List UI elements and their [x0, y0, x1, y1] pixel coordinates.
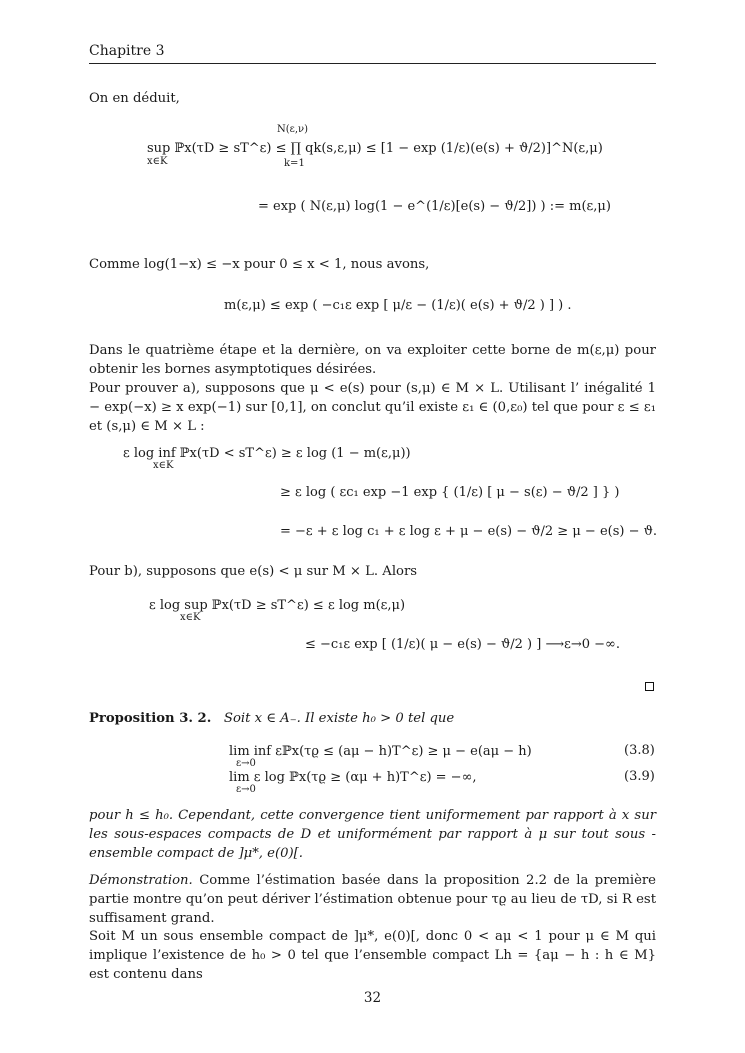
sup-subscript: x∈K [147, 156, 168, 167]
qed-square [645, 682, 654, 691]
equation-sup-line2: ≤ −c₁ε exp [ (1/ε)( μ − e(s) − ϑ/2 ) ] ⟶ε→0 −∞. [305, 637, 620, 652]
proof-title: Démonstration. [89, 873, 193, 888]
paragraph-intro: On en déduit, [89, 91, 180, 106]
proposition-text: Soit x ∈ A₋. Il existe h₀ > 0 tel que [223, 711, 455, 726]
proposition-statement [89, 709, 656, 728]
proof-text: Comme l’éstimation basée dans la proposition 2.2 de la première partie montre qu’on peut dériver l’éstimation obtenue pour τϱ au lieu de τD, si R est suffisament grand. [89, 873, 656, 926]
equation-sup-bound: sup ℙx(τD ≥ sT^ε) ≤ ∏ qk(s,ε,μ) ≤ [1 − exp (1/ε)(e(s) + ϑ/2)]^N(ε,μ) [147, 141, 603, 156]
running-header: Chapitre 3 [89, 43, 656, 64]
equation-inf-line1: ε log inf ℙx(τD < sT^ε) ≥ ε log (1 − m(ε,μ)) [123, 446, 411, 461]
lim-subscript: ε→0 [236, 784, 256, 795]
paragraph-log-inequality: Comme log(1−x) ≤ −x pour 0 ≤ x < 1, nous avons, [89, 257, 430, 272]
paragraph-compact-set: Soit M un sous ensemble compact de ]μ*, e(0)[, donc 0 < aμ < 1 pour μ ∈ M qui implique l’existence de h₀ > 0 tel que l’ensemble compact Lh = {aμ − h : h ∈ M} est contenu dans [89, 929, 656, 982]
product-upper-limit: N(ε,ν) [277, 124, 308, 135]
equation-3-9: lim ε log ℙx(τϱ ≥ (αμ + h)T^ε) = −∞, [229, 770, 477, 785]
paragraph-proof-b: Pour b), supposons que e(s) < μ sur M × L. Alors [89, 564, 418, 579]
proposition-title: Proposition 3. 2. [89, 711, 212, 726]
inf-subscript: x∈K [153, 460, 174, 471]
equation-inf-line2: ≥ ε log ( εc₁ exp −1 exp { (1/ε) [ μ − s(ε) − ϑ/2 ] } ) [280, 485, 620, 500]
proof-paragraph [89, 871, 656, 928]
equation-m-bound: m(ε,μ) ≤ exp ( −c₁ε exp [ μ/ε − (1/ε)( e(s) + ϑ/2 ) ] ) . [224, 298, 572, 313]
product-lower-limit: k=1 [284, 158, 305, 169]
paragraph-fourth-step: Dans le quatrième étape et la dernière, on va exploiter cette borne de m(ε,μ) pour obtenir les bornes asymptotiques désirées. [89, 343, 656, 377]
equation-inf-line3: = −ε + ε log c₁ + ε log ε + μ − e(s) − ϑ/2 ≥ μ − e(s) − ϑ. [280, 524, 658, 539]
paragraph-uniform-convergence: pour h ≤ h₀. Cependant, cette convergence tient uniformement par rapport à x sur les sous-espaces compacts de D et uniformément par rapport à μ sur tout sous -ensemble compact de ]μ*, e(0)[. [89, 808, 656, 861]
equation-number-3-9: (3.9) [624, 769, 655, 784]
liminf-subscript: ε→0 [236, 758, 256, 769]
page-number: 32 [363, 990, 382, 1006]
equation-3-8: lim inf εℙx(τϱ ≤ (aμ − h)T^ε) ≥ μ − e(aμ − h) [229, 744, 532, 759]
equation-m-definition: = exp ( N(ε,μ) log(1 − e^(1/ε)[e(s) − ϑ/2]) ) := m(ε,μ) [258, 199, 611, 214]
equation-sup-line1: ε log sup ℙx(τD ≥ sT^ε) ≤ ε log m(ε,μ) [149, 598, 406, 613]
equation-number-3-8: (3.8) [624, 743, 655, 758]
sup-subscript-2: x∈K [180, 612, 201, 623]
paragraph-proof-a: Pour prouver a), supposons que μ < e(s) pour (s,μ) ∈ M × L. Utilisant l’ inégalité 1 − exp(−x) ≥ x exp(−1) sur [0,1], on conclut qu’il existe ε₁ ∈ (0,ε₀) tel que pour ε ≤ ε₁ et (s,μ) ∈ M × L : [89, 381, 656, 434]
